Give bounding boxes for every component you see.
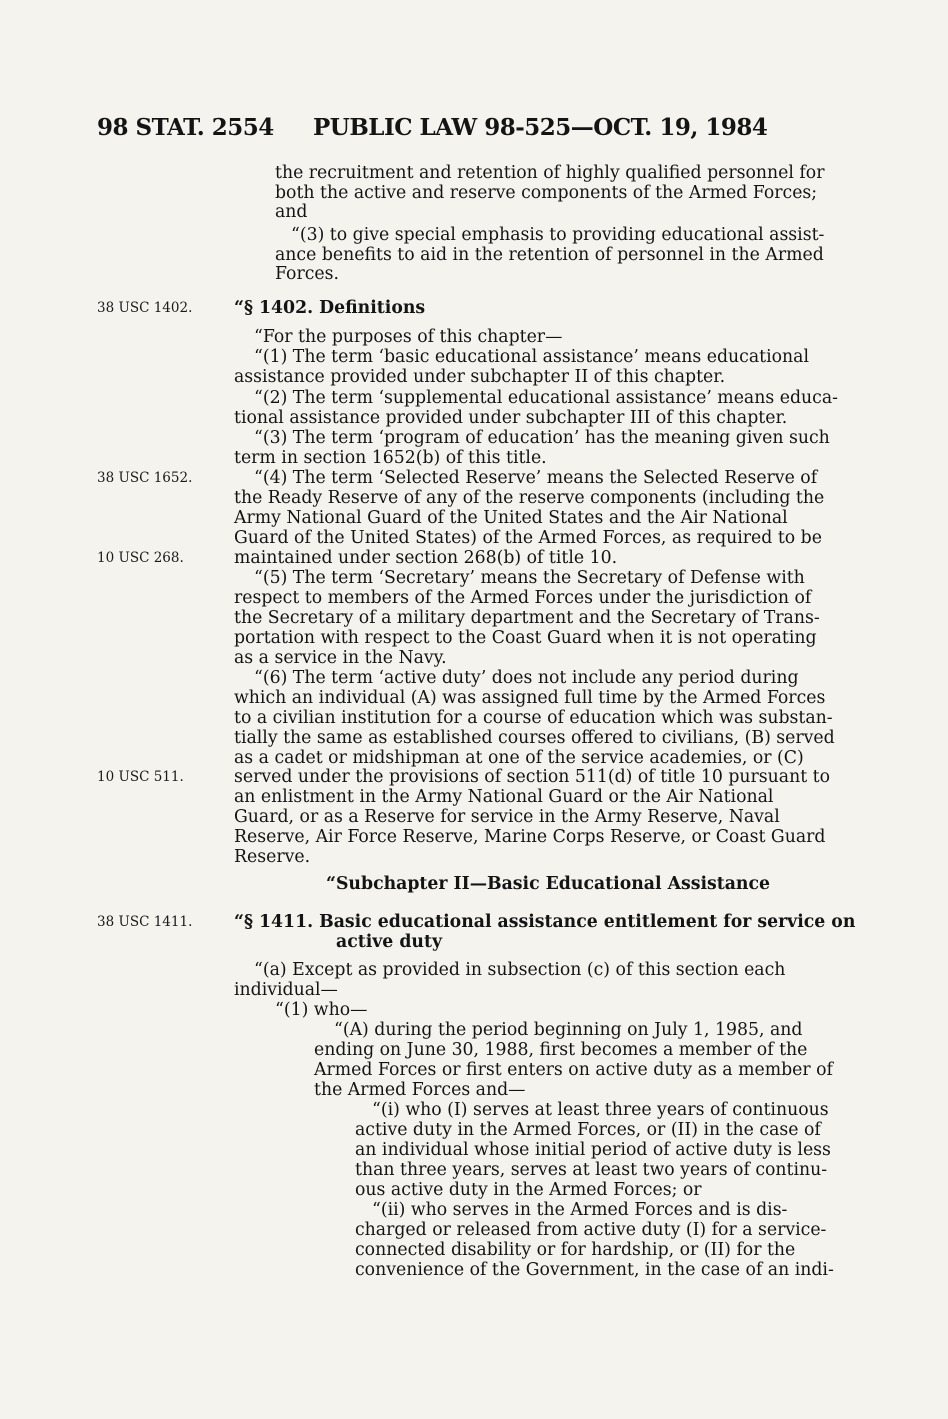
text-line: assistance provided under subchapter II of this chapter. [234,367,726,387]
text-line: individual— [234,980,338,1000]
text-line: the Ready Reserve of any of the reserve components (including the [234,488,825,508]
text-line: as a service in the Navy. [234,648,447,668]
text-line: “(4) The term ‘Selected Reserve’ means the Selected Reserve of [254,468,818,488]
text-line: than three years, serves at least two years of continu- [355,1160,828,1180]
text-line: an enlistment in the Army National Guard or the Air National [234,787,774,807]
margin-note: 10 USC 268. [97,550,184,566]
text-line: Guard, or as a Reserve for service in the Army Reserve, Naval [234,807,780,827]
text-line: “(3) The term ‘program of education’ has the meaning given such [254,428,830,448]
text-line: “(A) during the period beginning on July 1, 1985, and [334,1020,803,1040]
margin-note: 38 USC 1411. [97,914,193,930]
text-line: “(2) The term ‘supplemental educational assistance’ means educa- [254,388,838,408]
text-line: “(ii) who serves in the Armed Forces and is dis- [372,1200,788,1220]
text-line: “(1) who— [275,1000,368,1020]
text-line: “For the purposes of this chapter— [254,327,563,347]
text-line: the Armed Forces and— [314,1080,526,1100]
text-line: “(3) to give special emphasis to providing educational assist- [291,225,825,245]
subchapter-heading: “Subchapter II—Basic Educational Assistance [326,874,770,894]
text-line: and [275,202,308,222]
text-line: tially the same as established courses offered to civilians, (B) served [234,728,835,748]
text-line: ous active duty in the Armed Forces; or [355,1180,702,1200]
text-line: to a civilian institution for a course of education which was substan- [234,708,833,728]
text-line: respect to members of the Armed Forces under the jurisdiction of [234,588,812,608]
text-line: the Secretary of a military department and the Secretary of Trans- [234,608,820,628]
text-line: charged or released from active duty (I) for a service- [355,1220,827,1240]
public-law-title: PUBLIC LAW 98-525—OCT. 19, 1984 [313,114,768,141]
text-line: convenience of the Government, in the case of an indi- [355,1260,834,1280]
text-line: “(i) who (I) serves at least three years of continuous [372,1100,829,1120]
text-line: which an individual (A) was assigned full time by the Armed Forces [234,688,826,708]
text-line: tional assistance provided under subchapter III of this chapter. [234,408,788,428]
margin-note: 38 USC 1652. [97,470,193,486]
text-line: an individual whose initial period of active duty is less [355,1140,831,1160]
section-heading: “§ 1402. Definitions [234,298,426,318]
text-line: Army National Guard of the United States and the Air National [234,508,788,528]
text-line: both the active and reserve components of the Armed Forces; [275,183,818,203]
text-line: “(1) The term ‘basic educational assistance’ means educational [254,347,809,367]
text-line: “(a) Except as provided in subsection (c) of this section each [254,960,786,980]
text-line: Forces. [275,264,339,284]
text-line: maintained under section 268(b) of title 10. [234,548,618,568]
margin-note: 38 USC 1402. [97,300,193,316]
text-line: “(6) The term ‘active duty’ does not include any period during [254,668,799,688]
stat-page-number: 98 STAT. 2554 [97,114,274,141]
text-line: active duty in the Armed Forces, or (II) in the case of [355,1120,821,1140]
text-line: portation with respect to the Coast Guard when it is not operating [234,628,817,648]
section-heading: “§ 1411. Basic educational assistance entitlement for service on [234,912,856,932]
margin-note: 10 USC 511. [97,769,184,785]
text-line: as a cadet or midshipman at one of the service academies, or (C) [234,748,804,768]
text-line: term in section 1652(b) of this title. [234,448,547,468]
text-line: Reserve, Air Force Reserve, Marine Corps Reserve, or Coast Guard [234,827,826,847]
section-heading-continued: active duty [336,932,442,952]
text-line: ance benefits to aid in the retention of personnel in the Armed [275,245,824,265]
text-line: the recruitment and retention of highly qualified personnel for [275,163,825,183]
text-line: Armed Forces or first enters on active duty as a member of [314,1060,833,1080]
text-line: “(5) The term ‘Secretary’ means the Secretary of Defense with [254,568,805,588]
text-line: Reserve. [234,847,311,867]
text-line: connected disability or for hardship, or (II) for the [355,1240,796,1260]
text-line: Guard of the United States) of the Armed Forces, as required to be [234,528,822,548]
text-line: served under the provisions of section 511(d) of title 10 pursuant to [234,767,831,787]
text-line: ending on June 30, 1988, first becomes a member of the [314,1040,808,1060]
